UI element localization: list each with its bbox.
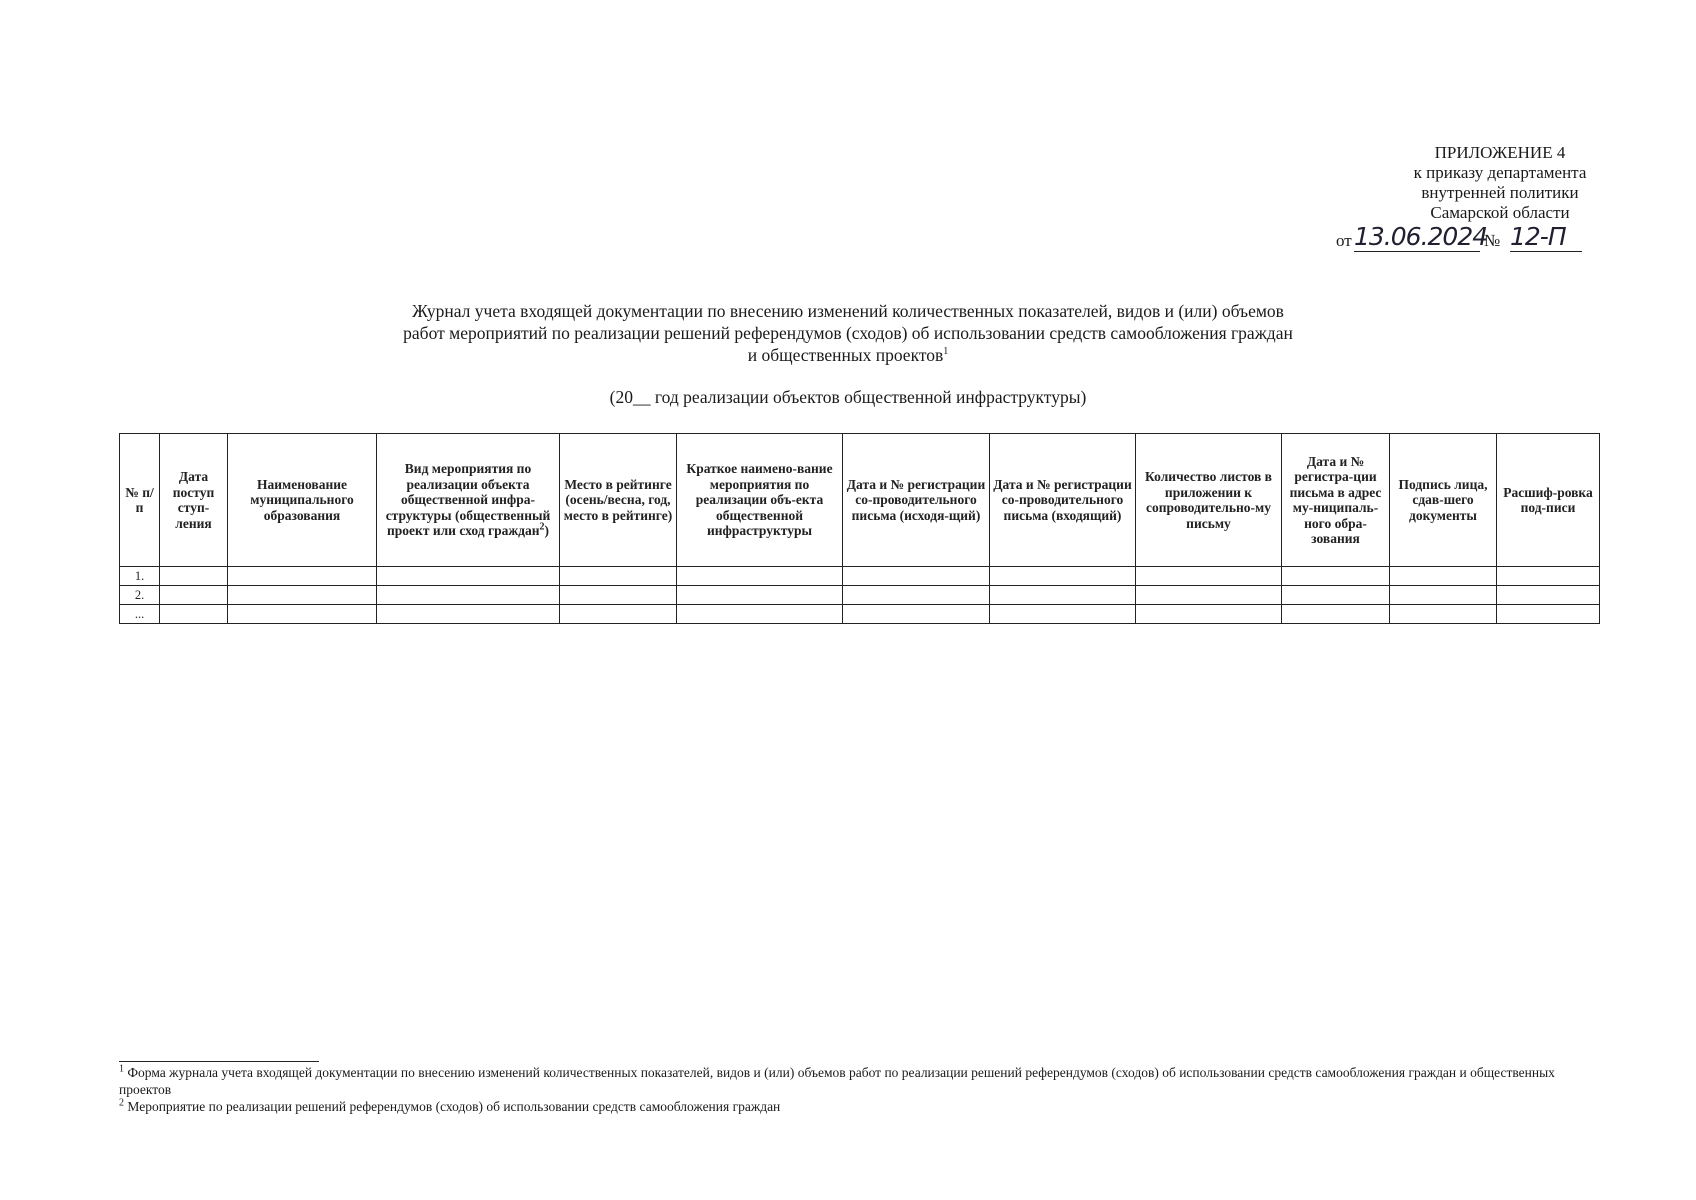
footnote-ref-1: 1 (943, 346, 949, 358)
appendix-line-order: к приказу департамента (1413, 163, 1587, 182)
handwritten-number: 12-П (1510, 223, 1582, 252)
journal-title (318, 300, 1378, 366)
journal-title-line-3 (318, 344, 1378, 366)
appendix-title: ПРИЛОЖЕНИЕ 4 (1434, 143, 1566, 162)
appendix-line-region: Самарской области (1430, 203, 1570, 222)
row-number: ... (120, 605, 160, 624)
table-row (120, 567, 1600, 586)
from-label: от (1336, 231, 1352, 250)
header-signature: Подпись лица, сдав-шего документы (1390, 434, 1497, 567)
footnote-1-mark: 1 (119, 1063, 124, 1075)
footnote-1-text: Форма журнала учета входящей документации по внесению изменений количественных показателей, видов и (или) объемов работ по реализации решений референдумов (сходов) об использовании средств самообложения граждан и общественных проектов (119, 1065, 1555, 1097)
header-activity-type-close: ) (544, 523, 549, 539)
footnote-ref-2: 2 (539, 521, 545, 533)
footnote-1 (119, 1064, 1599, 1098)
table-row (120, 586, 1600, 605)
header-sheet-count: Количество листов в приложении к сопроводительно-му письму (1136, 434, 1282, 567)
appendix-line-department: внутренней политики (1421, 183, 1579, 202)
header-municipality: Наименование муниципального образования (228, 434, 377, 567)
footnote-2-mark: 2 (119, 1097, 124, 1109)
footnote-divider (119, 1061, 319, 1062)
header-incoming-letter: Дата и № регистрации со-проводительного письма (входящий) (990, 434, 1136, 567)
header-signature-decoding: Расшиф-ровка под-писи (1497, 434, 1600, 567)
header-activity-type (377, 434, 560, 567)
footnote-2 (119, 1098, 1599, 1115)
header-short-name: Краткое наимено-вание мероприятия по реализации объ-екта общественной инфраструктуры (677, 434, 843, 567)
row-number: 1. (120, 567, 160, 586)
order-reference (1200, 223, 1696, 249)
journal-title-line-2: работ мероприятий по реализации решений референдумов (сходов) об использовании средств самообложения граждан (403, 323, 1293, 343)
handwritten-date: 13.06.2024 (1354, 222, 1488, 251)
header-receipt-date: Дата поступ ступ-ления (160, 434, 228, 567)
footnotes (119, 1064, 1599, 1115)
header-row (120, 434, 1600, 567)
table-row (120, 605, 1600, 624)
journal-title-line-3-text: и общественных проектов (747, 345, 944, 365)
row-number: 2. (120, 586, 160, 605)
header-outgoing-letter: Дата и № регистрации со-проводительного письма (исходя-щий) (843, 434, 990, 567)
year-line: (20__ год реализации объектов общественной инфраструктуры) (609, 387, 1087, 407)
footnote-2-text: Мероприятие по реализации решений референдумов (сходов) об использовании средств самообложения граждан (127, 1099, 781, 1114)
header-activity-type-text: Вид мероприятия по реализации объекта общественной инфра-структуры (общественный проект или сход граждан (385, 461, 551, 539)
journal-table (119, 433, 1600, 624)
header-reply-registration: Дата и № регистра-ции письма в адрес му-ниципаль-ного обра-зования (1282, 434, 1390, 567)
number-label: № (1484, 231, 1501, 250)
header-num: № п/п (120, 434, 160, 567)
header-rating-place: Место в рейтинге (осень/весна, год, место в рейтинге) (560, 434, 677, 567)
appendix-header (1200, 143, 1696, 249)
journal-title-line-1: Журнал учета входящей документации по внесению изменений количественных показателей, видов и (или) объемов (412, 301, 1284, 321)
